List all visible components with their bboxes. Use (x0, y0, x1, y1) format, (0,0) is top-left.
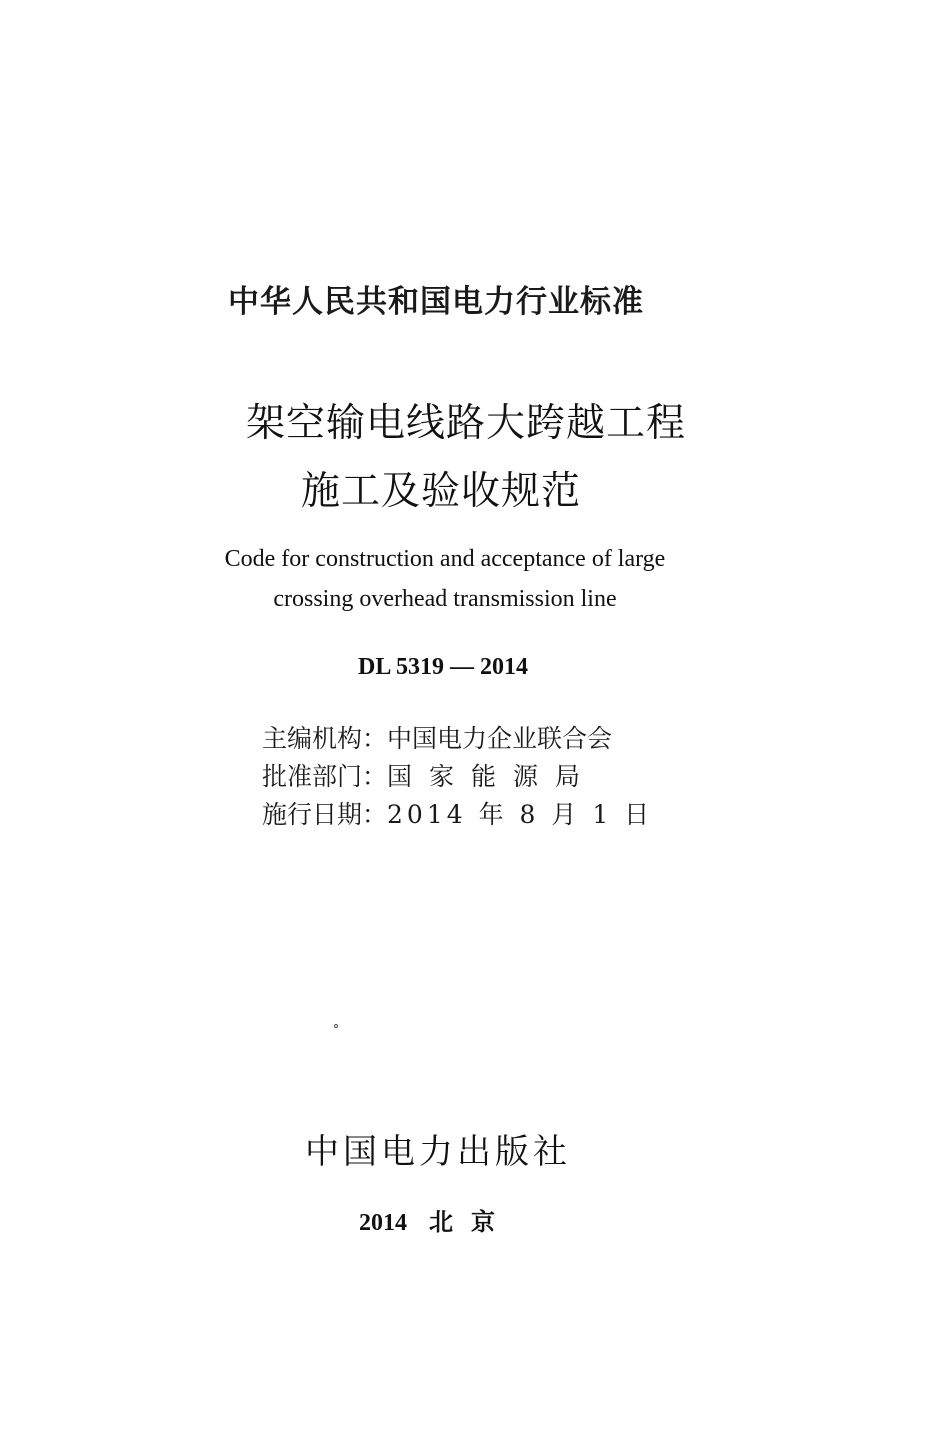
publication-year: 2014 (359, 1210, 407, 1236)
meta-block (262, 720, 653, 834)
editor-row (262, 720, 653, 758)
standard-number: DL 5319 — 2014 (357, 654, 528, 680)
publication-city: 北京 (429, 1207, 513, 1236)
publisher: 中国电力出版社 (305, 1132, 571, 1172)
effective-date-row (262, 796, 653, 834)
chinese-title-line-1: 架空输电线路大跨越工程 (245, 401, 686, 446)
english-title-line-2: crossing overhead transmission line (273, 586, 617, 612)
editor-label: 主编机构： (262, 724, 388, 753)
effective-date-value: 2014 年 8 月 1 日 (387, 800, 654, 829)
effective-date-label: 施行日期： (262, 800, 388, 829)
publication-place (0, 1202, 911, 1237)
approval-row (262, 758, 653, 796)
approval-value: 国家能源局 (387, 762, 598, 791)
chinese-title-line-2: 施工及验收规范 (300, 469, 581, 514)
scan-speck (334, 1024, 338, 1028)
approval-label: 批准部门： (262, 762, 388, 791)
standard-category: 中华人民共和国电力行业标准 (228, 284, 644, 320)
editor-value: 中国电力企业联合会 (387, 724, 613, 753)
english-title-line-1: Code for construction and acceptance of large (224, 546, 666, 572)
